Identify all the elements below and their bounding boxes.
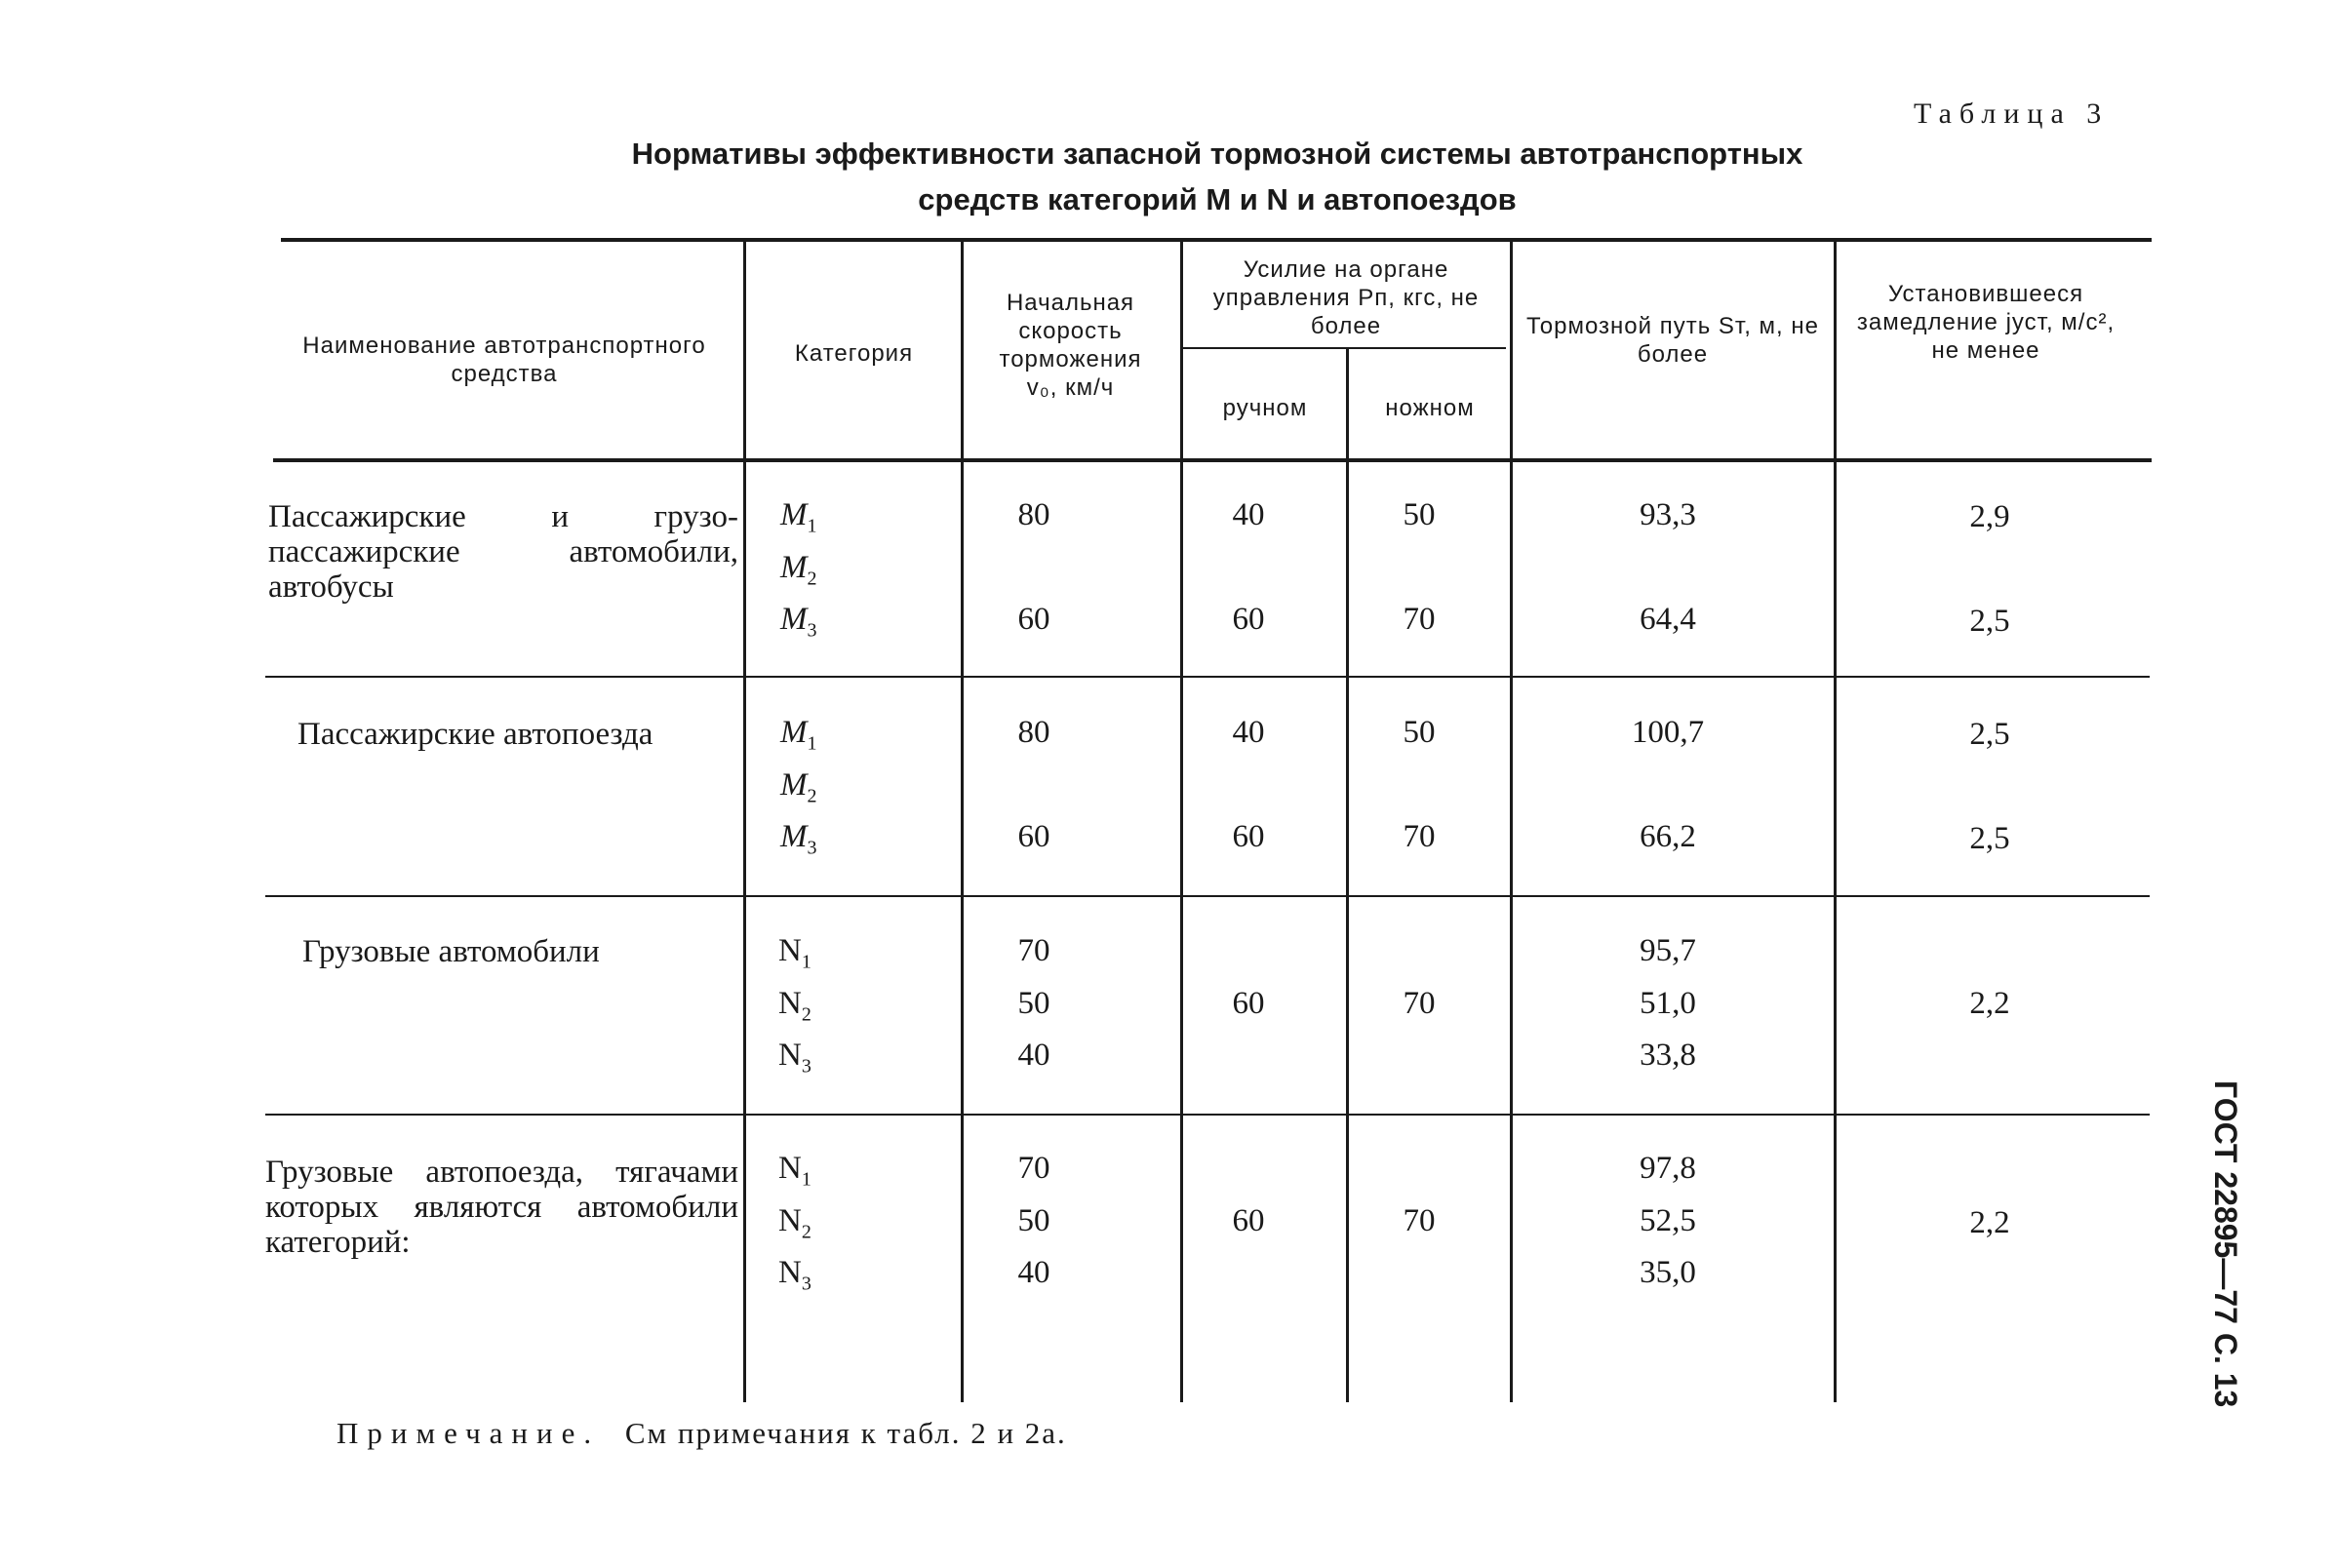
category-cell: $M_2$ [780, 767, 817, 807]
header-force-manual: ручном [1222, 395, 1308, 421]
speed-cell: 60 [1017, 602, 1050, 637]
group-name-2: Пассажирские автопоезда [297, 717, 653, 752]
table-label: Таблица 3 [1914, 98, 2110, 130]
category-cell: $N_2$ [778, 986, 811, 1026]
manual-force-cell: 40 [1232, 715, 1265, 750]
speed-cell: 40 [1017, 1038, 1050, 1073]
group-divider-1 [265, 676, 2150, 678]
manual-force-cell: 40 [1232, 497, 1265, 532]
category-cell: $N_3$ [778, 1038, 811, 1078]
speed-cell: 70 [1017, 933, 1050, 968]
category-cell: $N_1$ [778, 933, 811, 973]
speed-cell: 70 [1017, 1151, 1050, 1186]
foot-force-cell: 70 [1403, 602, 1436, 637]
table-top-rule [281, 238, 2152, 242]
distance-cell: 35,0 [1640, 1255, 1696, 1290]
speed-cell: 50 [1017, 1203, 1050, 1238]
foot-force-cell: 70 [1403, 986, 1436, 1021]
force-subheader-rule [1180, 347, 1506, 349]
note-label: Примечание. [336, 1416, 601, 1450]
category-cell: $N_1$ [778, 1151, 811, 1191]
category-cell: $N_2$ [778, 1203, 811, 1243]
manual-force-cell: 60 [1232, 819, 1265, 854]
side-running-head: ГОСТ 22895—77 С. 13 [2208, 1080, 2243, 1408]
decel-cell: 2,9 [1969, 499, 2010, 534]
foot-force-cell: 50 [1403, 497, 1436, 532]
distance-cell: 64,4 [1640, 602, 1696, 637]
header-category: Категория [794, 340, 914, 367]
col-divider-1 [743, 242, 746, 1402]
category-cell: $M_3$ [780, 602, 817, 642]
col-divider-5 [1510, 242, 1513, 1402]
col-divider-4 [1346, 349, 1349, 1402]
header-force: Усилие на органе управления Pп, кгс, не более [1212, 256, 1480, 339]
group-divider-3 [265, 1114, 2150, 1116]
decel-cell: 2,5 [1969, 821, 2010, 856]
distance-cell: 97,8 [1640, 1151, 1696, 1186]
foot-force-cell: 50 [1403, 715, 1436, 750]
table-title-line2: средств категорий M и N и автопоездов [918, 182, 1517, 216]
category-cell: $M_1$ [780, 497, 817, 537]
speed-cell: 60 [1017, 819, 1050, 854]
distance-cell: 52,5 [1640, 1203, 1696, 1238]
col-divider-3 [1180, 242, 1183, 1402]
decel-cell: 2,5 [1969, 717, 2010, 752]
category-cell: $M_2$ [780, 550, 817, 590]
decel-cell: 2,5 [1969, 604, 2010, 639]
speed-cell: 40 [1017, 1255, 1050, 1290]
header-decel: Установившееся замедление jуст, м/с², не менее [1856, 281, 2116, 364]
group-name-4: Грузовые автопоезда, тягачами которых являются автомобили категорий: [265, 1155, 738, 1260]
category-cell: $M_3$ [780, 819, 817, 859]
decel-cell: 2,2 [1969, 1205, 2010, 1240]
note-text: См примечания к табл. 2 и 2а. [624, 1416, 1067, 1450]
distance-cell: 33,8 [1640, 1038, 1696, 1073]
group-divider-2 [265, 895, 2150, 897]
distance-cell: 51,0 [1640, 986, 1696, 1021]
speed-cell: 80 [1017, 497, 1050, 532]
decel-cell: 2,2 [1969, 986, 2010, 1021]
foot-force-cell: 70 [1403, 819, 1436, 854]
col-divider-6 [1834, 242, 1837, 1402]
category-cell: $M_1$ [780, 715, 817, 755]
header-speed: Начальная скорость торможения v₀, км/ч [999, 290, 1142, 401]
distance-cell: 66,2 [1640, 819, 1696, 854]
foot-force-cell: 70 [1403, 1203, 1436, 1238]
speed-cell: 80 [1017, 715, 1050, 750]
header-bottom-rule [273, 458, 2152, 462]
category-cell: $N_3$ [778, 1255, 811, 1295]
manual-force-cell: 60 [1232, 1203, 1265, 1238]
distance-cell: 95,7 [1640, 933, 1696, 968]
header-distance: Тормозной путь Sт, м, не более [1525, 313, 1819, 368]
note [336, 1416, 1067, 1451]
manual-force-cell: 60 [1232, 986, 1265, 1021]
table-title-line1: Нормативы эффективности запасной тормозной системы автотранспортных [631, 137, 1803, 171]
col-divider-2 [961, 242, 964, 1402]
distance-cell: 93,3 [1640, 497, 1696, 532]
header-force-foot: ножном [1385, 395, 1475, 421]
header-name: Наименование автотранспортного средства [302, 333, 706, 387]
distance-cell: 100,7 [1631, 715, 1705, 750]
manual-force-cell: 60 [1232, 602, 1265, 637]
speed-cell: 50 [1017, 986, 1050, 1021]
group-name-1: Пассажирские и грузо-пассажирские автомобили, автобусы [268, 499, 738, 605]
group-name-3: Грузовые автомобили [302, 934, 600, 969]
